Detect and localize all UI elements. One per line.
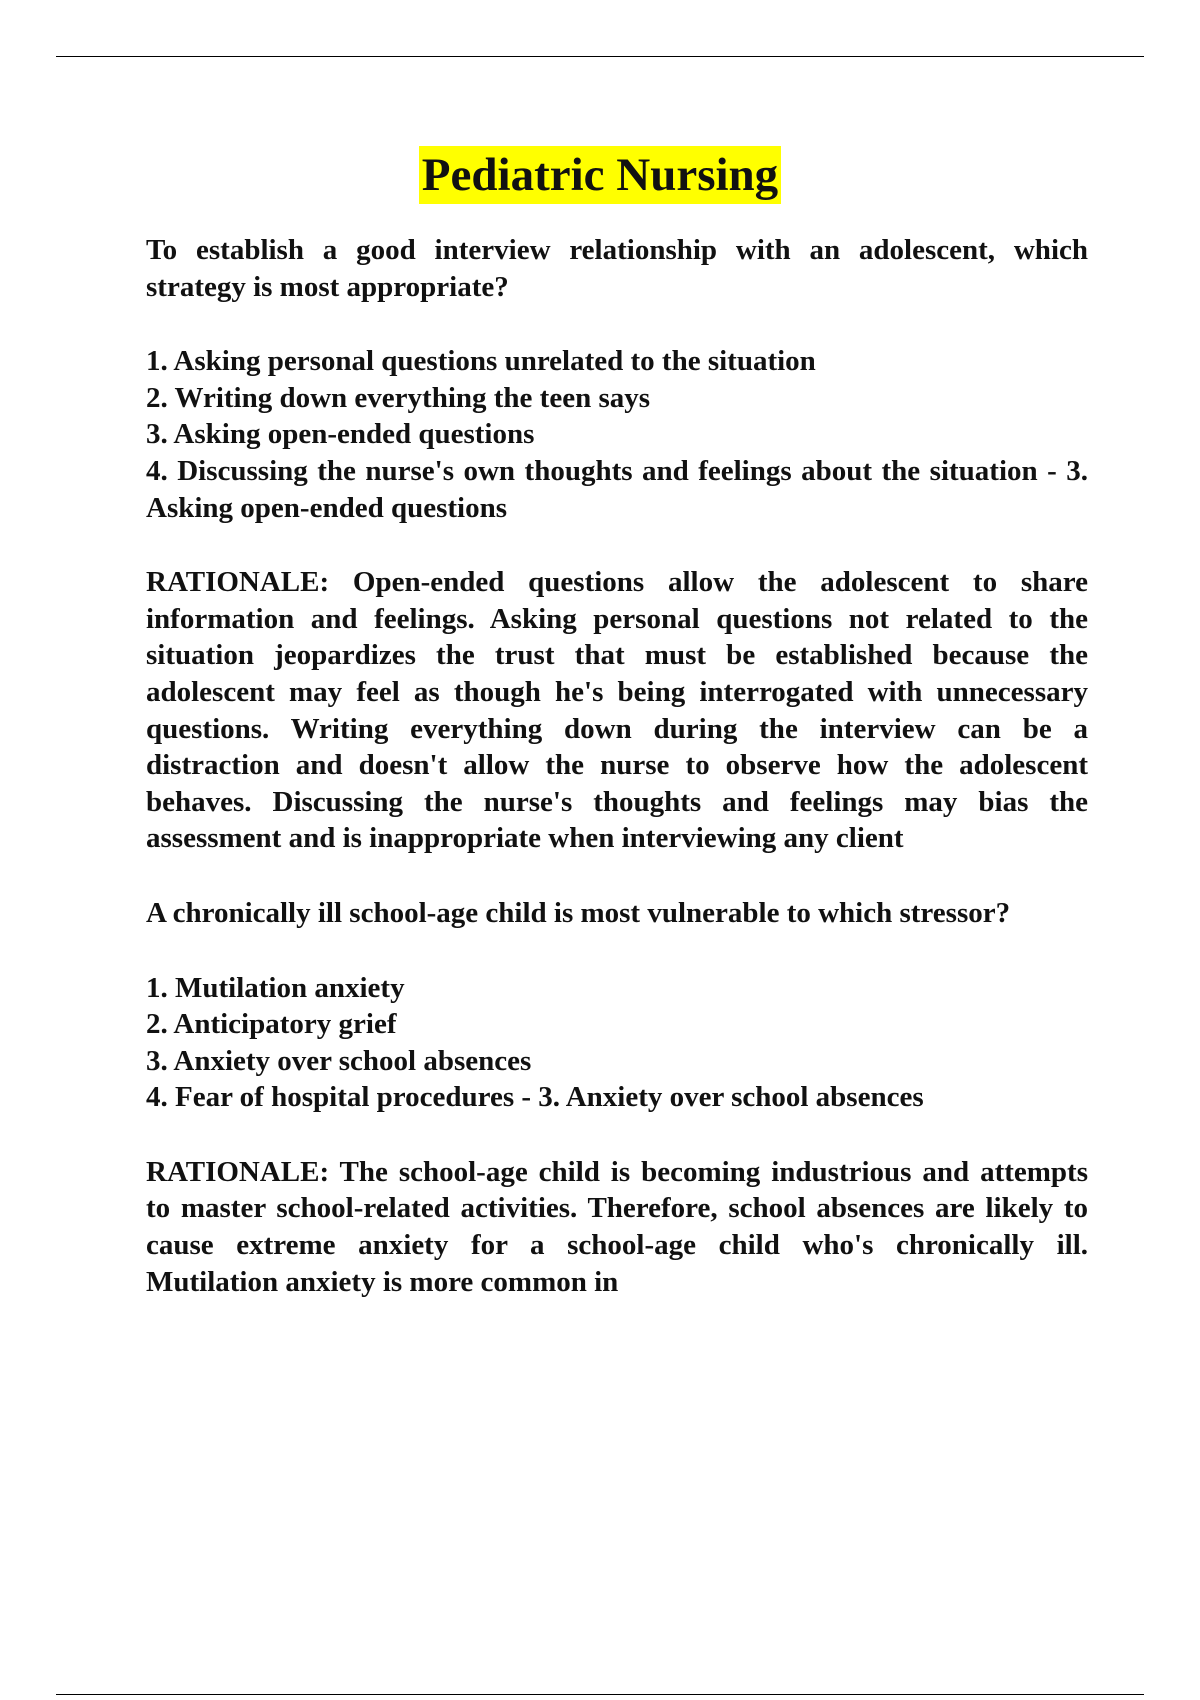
bottom-rule: [56, 1694, 1144, 1695]
question-1-options: [146, 343, 1088, 526]
question-1-option-1: 1. Asking personal questions unrelated to the situation: [146, 345, 816, 378]
question-1-option-4: 4. Discussing the nurse's own thoughts and feelings about the situation - 3. Asking open-ended questions: [146, 454, 1088, 524]
top-rule: [56, 56, 1144, 57]
question-2-option-1: 1. Mutilation anxiety: [146, 971, 405, 1004]
question-1-rationale: RATIONALE: Open-ended questions allow the adolescent to share information and feelings. Asking personal questions not related to the situation jeopardizes the trust that must be established because the adolescent may feel as though he's being interrogated with unnecessary questions. Writing everything down during the interview can be a distraction and doesn't allow the nurse to observe how the adolescent behaves. Discussing the nurse's thoughts and feelings may bias the assessment and is inappropriate when interviewing any client: [146, 566, 1088, 855]
question-2-option-3: 3. Anxiety over school absences: [146, 1044, 532, 1077]
question-2-option-2: 2. Anticipatory grief: [146, 1008, 397, 1041]
document-body: [146, 232, 1088, 1338]
question-2-text: A chronically ill school-age child is most vulnerable to which stressor?: [146, 896, 1011, 929]
question-1-text: To establish a good interview relationship with an adolescent, which strategy is most appropriate?: [146, 234, 1088, 303]
question-1-option-3: 3. Asking open-ended questions: [146, 418, 535, 451]
title-container: [0, 146, 1200, 204]
question-2-rationale: RATIONALE: The school-age child is becoming industrious and attempts to master school-related activities. Therefore, school absences are likely to cause extreme anxiety for a school-age child who's chronically ill. Mutilation anxiety is more common in: [146, 1155, 1088, 1298]
question-2-option-4: 4. Fear of hospital procedures - 3. Anxiety over school absences: [146, 1081, 924, 1114]
question-2-options: [146, 970, 1088, 1116]
question-1-option-2: 2. Writing down everything the teen says: [146, 381, 651, 414]
page-title: Pediatric Nursing: [419, 146, 781, 204]
